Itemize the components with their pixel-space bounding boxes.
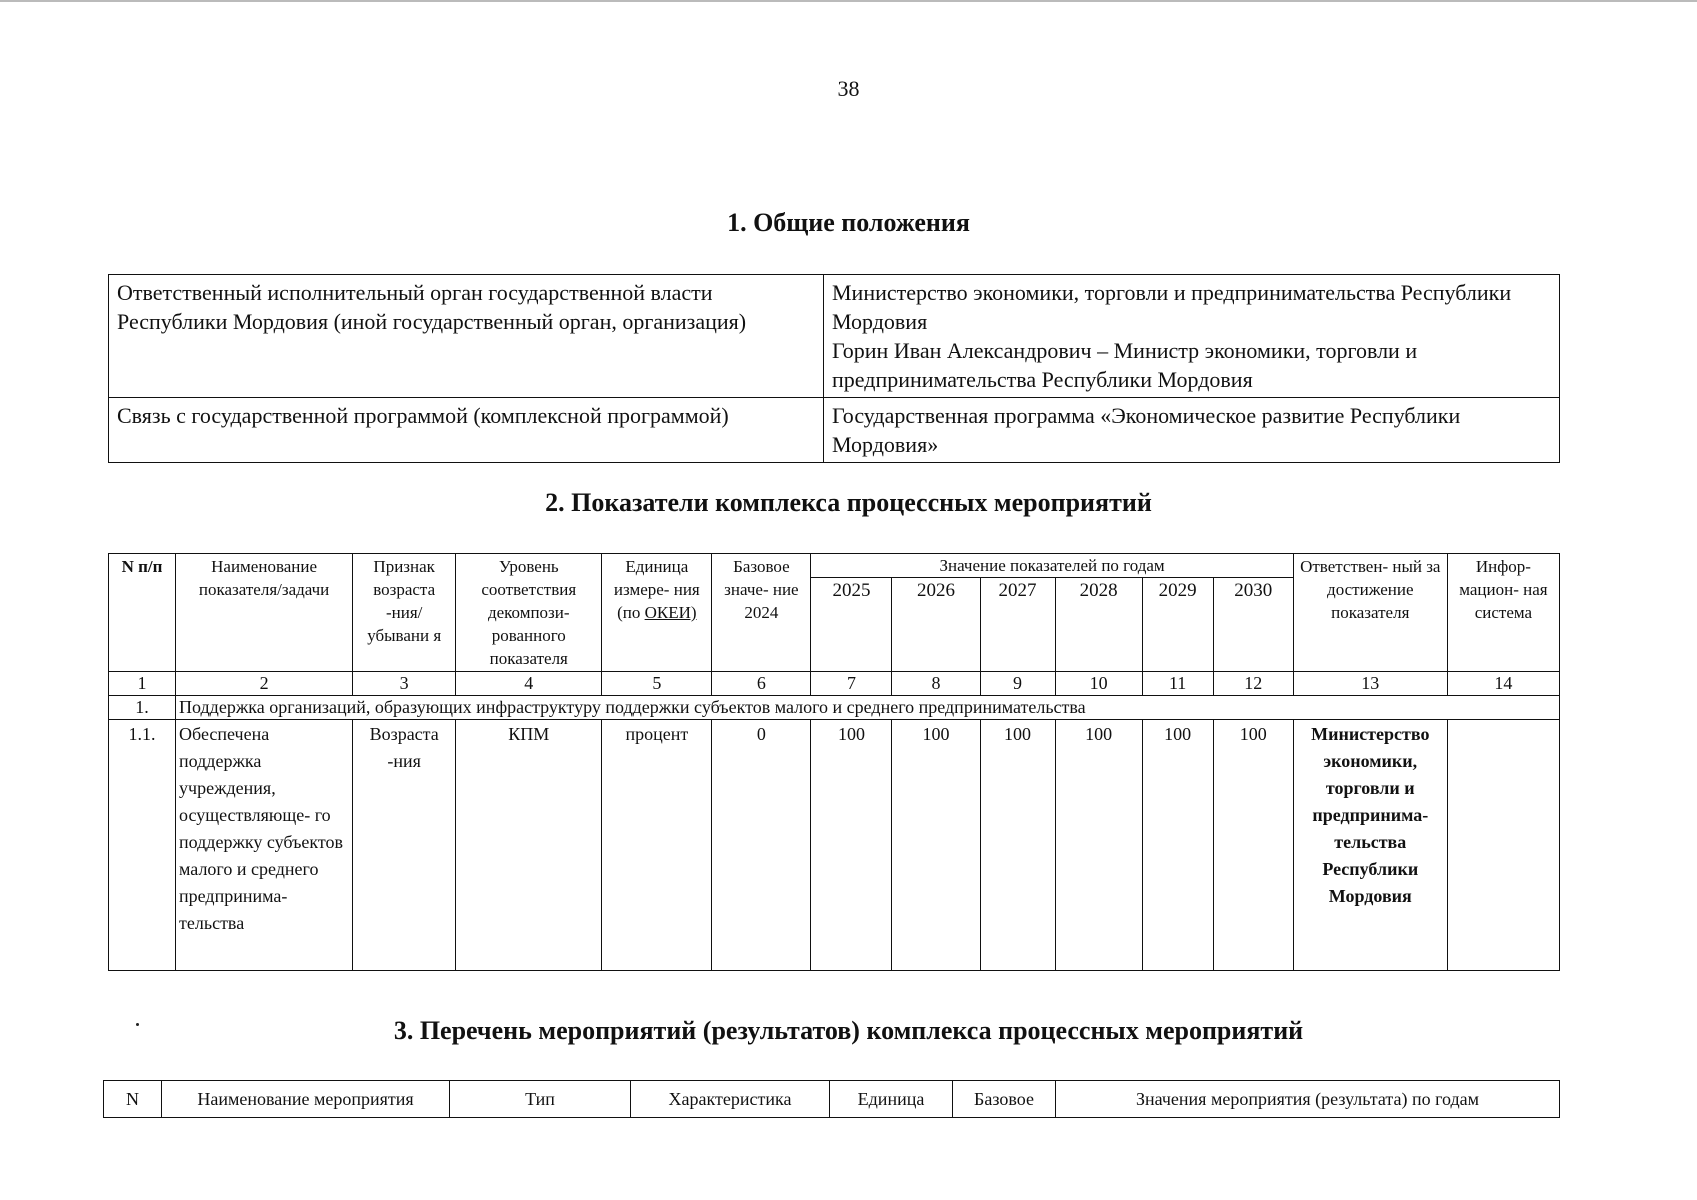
scan-top-edge [0, 0, 1697, 2]
header-characteristic: Характеристика [631, 1081, 830, 1118]
table-row [109, 398, 1560, 463]
col-num: 10 [1055, 672, 1142, 696]
col-num: 7 [811, 672, 892, 696]
col-num: 13 [1293, 672, 1447, 696]
col-num: 5 [602, 672, 712, 696]
value-2029: 100 [1142, 720, 1213, 971]
year-2030: 2030 [1213, 578, 1293, 672]
table-row [109, 275, 1560, 398]
header-sign: Признак возраста -ния/ убывани я [353, 554, 456, 672]
header-unit: Единица [830, 1081, 953, 1118]
section2-title: 2. Показатели комплекса процессных мероприятий [545, 488, 1152, 517]
header-years: Значение показателей по годам [811, 554, 1293, 578]
year-2028: 2028 [1055, 578, 1142, 672]
value-2028: 100 [1055, 720, 1142, 971]
year-2025: 2025 [811, 578, 892, 672]
header-type: Тип [450, 1081, 631, 1118]
row-number: 1.1. [109, 720, 176, 971]
page-number: 38 [837, 76, 860, 101]
col-num: 3 [353, 672, 456, 696]
program-link-value: Государственная программа «Экономическое развитие Республики Мордовия» [824, 398, 1560, 463]
year-2026: 2026 [892, 578, 980, 672]
value-2025: 100 [811, 720, 892, 971]
header-unit-okei: ОКЕИ) [644, 603, 697, 622]
header-n: N [104, 1081, 162, 1118]
header-base: Базовое [953, 1081, 1056, 1118]
group-title: Поддержка организаций, образующих инфраструктуру поддержки субъектов малого и среднего предпринимательства [176, 696, 1560, 720]
responsible-body-value [824, 275, 1560, 398]
general-provisions-table [108, 274, 1560, 463]
col-num: 6 [712, 672, 811, 696]
header-level: Уровень соответствия декомпози- рованного показателя [456, 554, 602, 672]
col-num: 14 [1447, 672, 1559, 696]
col-num: 8 [892, 672, 980, 696]
header-responsible: Ответствен- ный за достижение показателя [1293, 554, 1447, 672]
value-2027: 100 [980, 720, 1055, 971]
indicator-base: 0 [712, 720, 811, 971]
column-numbers-row [109, 672, 1560, 696]
header-info: Инфор- мацион- ная система [1447, 554, 1559, 672]
col-num: 12 [1213, 672, 1293, 696]
indicators-table [108, 553, 1560, 971]
indicator-level: КПМ [456, 720, 602, 971]
year-2029: 2029 [1142, 578, 1213, 672]
col-num: 11 [1142, 672, 1213, 696]
indicator-responsible: Министерство экономики, торговли и предпринима- тельства Республики Мордовия [1293, 720, 1447, 971]
col-num: 9 [980, 672, 1055, 696]
header-unit-text: Единица измере- ния (по [613, 557, 700, 622]
section3-title: 3. Перечень мероприятий (результатов) комплекса процессных мероприятий [393, 1016, 1304, 1045]
program-link-label: Связь с государственной программой (комплексной программой) [109, 398, 824, 463]
ministry-name: Министерство экономики, торговли и предпринимательства Республики Мордовия [832, 280, 1512, 334]
value-2026: 100 [892, 720, 980, 971]
group-row [109, 696, 1560, 720]
table-row [109, 720, 1560, 971]
year-2027: 2027 [980, 578, 1055, 672]
section1-title: 1. Общие положения [727, 208, 970, 237]
minister-name: Горин Иван Александрович – Министр экономики, торговли и предпринимательства Республики Мордовия [832, 338, 1418, 392]
header-base: Базовое значе- ние 2024 [712, 554, 811, 672]
header-activity-name: Наименование мероприятия [162, 1081, 450, 1118]
indicator-sign: Возраста -ния [353, 720, 456, 971]
col-num: 4 [456, 672, 602, 696]
header-values-by-year: Значения мероприятия (результата) по годам [1056, 1081, 1560, 1118]
group-number: 1. [109, 696, 176, 720]
responsible-body-label: Ответственный исполнительный орган государственной власти Республики Мордовия (иной государственный орган, организация) [109, 275, 824, 398]
value-2030: 100 [1213, 720, 1293, 971]
col-num: 2 [176, 672, 353, 696]
header-row [104, 1081, 1560, 1118]
header-name: Наименование показателя/задачи [176, 554, 353, 672]
indicator-name: Обеспечена поддержка учреждения, осуществляюще- го поддержку субъектов малого и среднего предпринима- тельства [176, 720, 353, 971]
indicator-unit: процент [602, 720, 712, 971]
header-unit [602, 554, 712, 672]
activities-table [103, 1080, 1560, 1118]
col-num: 1 [109, 672, 176, 696]
indicator-info-system [1447, 720, 1559, 971]
header-n: N п/п [109, 554, 176, 672]
header-row [109, 554, 1560, 578]
